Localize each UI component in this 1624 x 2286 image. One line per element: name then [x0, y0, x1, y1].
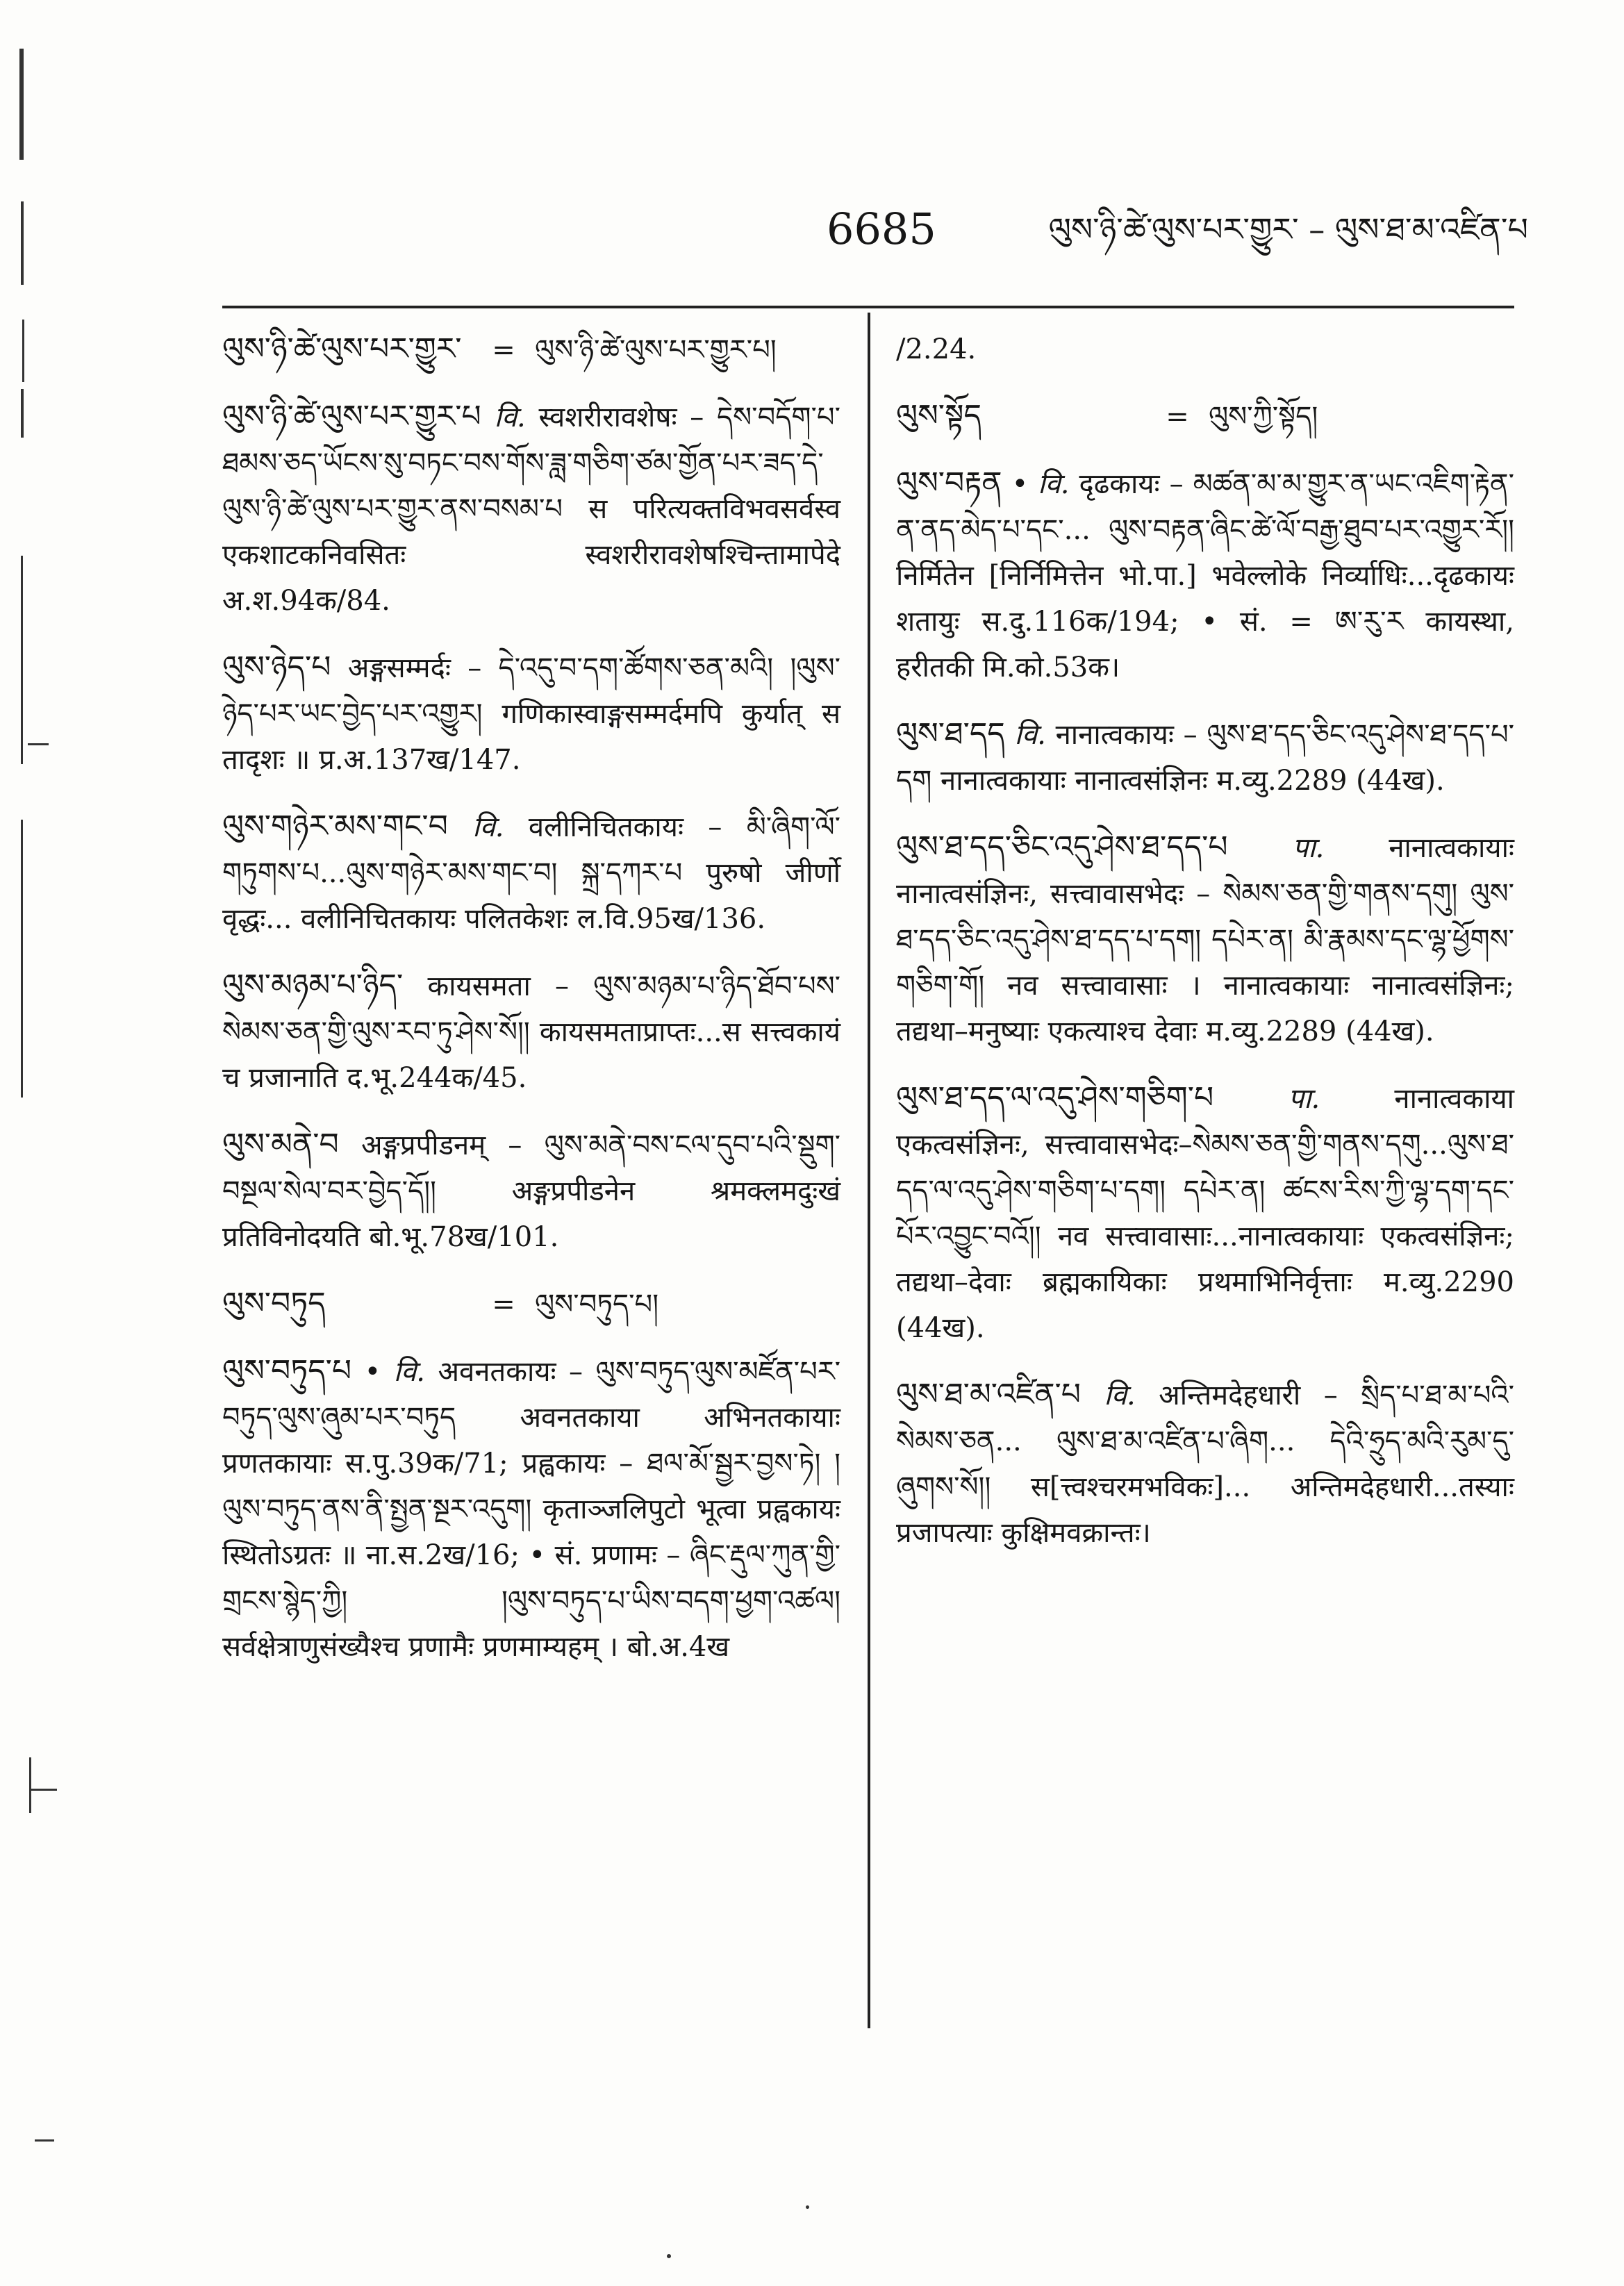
header-rule [222, 306, 1514, 308]
headword: ལུས་མནེ་བ [222, 1127, 339, 1162]
grammar-label: • वि. [364, 1356, 425, 1388]
dictionary-entry [896, 1075, 1514, 1351]
entry-body: नानात्वकायाः नानात्वसंज्ञिनः, सत्त्वावासभेदः – སེམས་ཅན་གྱི་གནས་དགུ། ལུས་ཐ་དད་ཅིང་འདུ་ཤེས་ཐ་དད་པ་དག། དཔེར་ན། མི་རྣམས་དང་ལྷ་ཕྱོགས་གཅིག་གོ། नव सत्त्वावासाः । नानात्वकायाः नानात्वसंज्ञिनः; तद्यथा–मनुष्याः एकत्याश्च देवाः म.व्यु.2289 (44ख). [896, 832, 1515, 1047]
dictionary-entry [222, 1281, 840, 1327]
headword: ལུས་ཉི་ཚེ་ལུས་པར་གྱུར་པ [222, 399, 481, 434]
headword: ལུས་བརྟན [896, 465, 1002, 501]
dictionary-entry [222, 326, 840, 373]
crossref-target: ལུས་བཏུད་པ། [535, 1289, 659, 1320]
right-column [896, 326, 1514, 1577]
headword: ལུས་གཉེར་མས་གང་བ [222, 809, 448, 844]
headword: ལུས་བཏུད་པ [222, 1353, 352, 1389]
grammar-label: वि. [1014, 719, 1046, 751]
entry-body: दृढकायः – མཚན་མ་མ་གྱུར་ན་ཡང་འཇིག་རྟེན་ན་ནད་མེད་པ་དང་... ལུས་བརྟན་ཞིང་ཚེ་ལོ་བརྒྱ་ཐུབ་པར་འགྱུར་རོ།། निर्मितेन [निर्निमित्तेन भो.पा.] भवेल्लोके निर्व्याधिः...दृढकायः शतायुः स.दु.116क/194; • सं. = ཨ་རུ་ར कायस्था, हरीतकी मि.को.53क। [896, 468, 1515, 684]
headword: ལུས་ཉི་ཚེ་ལུས་པར་གྱུར་ [222, 331, 462, 367]
headword: ལུས་ཐ་དད [896, 716, 1005, 752]
grammar-label: वि. [494, 401, 526, 433]
dictionary-entry [896, 711, 1514, 804]
headword: ལུས་བཏུད [222, 1286, 326, 1321]
entry-body: स्वशरीरावशेषः – དེས་བདོག་པ་ཐམས་ཅད་ཡོངས་སུ་བཏང་བས་གོས་ཟླ་གཅིག་ཙམ་གྱོན་པར་ཟད་དེ་ལུས་ཉི་ཚེ་ལུས་པར་གྱུར་ནས་བསམ་པ स परित्यक्तविभवसर्वस्व एकशाटकनिवसितः स्वशरीरावशेषश्चिन्तामापेदे अ.श.94क/84. [222, 401, 840, 617]
entry-body: अङ्गप्रपीडनम् – ལུས་མནེ་བས་ངལ་དུབ་པའི་སྡུག་བསྔལ་སེལ་བར་བྱེད་དོ།། अङ्गप्रपीडनेन श्रमक्लमदुःखं प्रतिविनोदयति बो.भू.78ख/101. [222, 1129, 841, 1253]
grammar-label: वि. [1104, 1380, 1136, 1411]
dictionary-entry [896, 1372, 1514, 1556]
grammar-label: • वि. [1011, 468, 1070, 500]
page-number: 6685 [827, 204, 936, 254]
page-header [827, 201, 1528, 271]
scan-speck [667, 2254, 671, 2258]
equals-sign: = [492, 334, 515, 366]
crossref-target: ལུས་ཀྱི་སྟོད། [1209, 401, 1318, 433]
dictionary-entry [896, 393, 1514, 440]
dictionary-entry [222, 645, 840, 783]
headword: ལུས་ཐ་དད་ཅིང་འདུ་ཤེས་ཐ་དད་པ [896, 829, 1228, 865]
grammar-label: वि. [472, 811, 504, 843]
dictionary-entry [222, 1348, 840, 1670]
dictionary-entry [222, 963, 840, 1101]
equals-sign: = [492, 1289, 515, 1320]
crossref-line [222, 1281, 840, 1327]
entry-body: वलीनिचितकायः – མི་ཞིག་ལོ་གཏུགས་པ...ལུས་གཉེར་མས་གང་བ། སྐྲ་དཀར་པ पुरुषो जीर्णो वृद्धः... वलीनिचितकायः पलितकेशः ल.वि.95ख/136. [222, 811, 840, 935]
grammar-label: पा. [1292, 832, 1325, 864]
continuation-text: /2.24. [896, 333, 977, 365]
entry-body: नानात्वकाया एकत्वसंज्ञिनः, सत्त्वावासभेदः–སེམས་ཅན་གྱི་གནས་དགུ...ལུས་ཐ་དད་ལ་འདུ་ཤེས་གཅིག་པ་དག། དཔེར་ན། ཚངས་རིས་ཀྱི་ལྷ་དག་དང་པོར་འབྱུང་བའོ།། नव सत्त्वावासाः...नानात्वकायाः एकत्वसंज्ञिनः; तद्यथा–देवाः ब्रह्मकायिकाः प्रथमाभिनिर्वृत्ताः म.व्यु.2290 (44ख). [896, 1083, 1515, 1344]
entry-body: नानात्वकायः – ལུས་ཐ་དད་ཅིང་འདུ་ཤེས་ཐ་དད་པ་དག नानात्वकायाः नानात्वसंज्ञिनः म.व्यु.2289 (44ख). [896, 719, 1515, 797]
headword: ལུས་ཉེད་པ [222, 649, 331, 685]
entry-body: कायसमता – ལུས་མཉམ་པ་ཉིད་ཐོབ་པས་སེམས་ཅན་གྱི་ལུས་རབ་ཏུ་ཤེས་སོ།། कायसमताप्राप्तः...स सत्त्वकायं च प्रजानाति द.भू.244क/45. [222, 970, 841, 1094]
column-divider [868, 313, 870, 2028]
crossref-line [222, 326, 840, 373]
headword: ལུས་སྟོད [896, 398, 981, 433]
equals-sign: = [1166, 401, 1189, 433]
dictionary-entry [896, 461, 1514, 690]
running-head: ལུས་ཉི་ཚེ་ལུས་པར་གྱུར་ – ལུས་ཐ་མ་འཛིན་པ [1048, 210, 1528, 248]
scan-edge-marks [0, 0, 63, 2286]
grammar-label: पा. [1288, 1083, 1320, 1115]
entry-body: अवनतकायः – ལུས་བཏུད་ལུས་མཛོན་པར་བཏུད་ལུས་ཞུམ་པར་བཏུད अवनतकाया अभिनतकायाः प्रणतकायाः स.पु.39क/71; प्रह्वकायः – ཐལ་མོ་སྦྱར་བྱས་ཏེ། །ལུས་བཏུད་ནས་ནི་སྤྱན་སྔར་འདུག། कृताञ्जलिपुटो भूत्वा प्रह्वकायः स्थितोऽग्रतः ॥ ना.स.2ख/16; • सं. प्रणामः – ཞིང་རྡུལ་ཀུན་གྱི་གྲངས་སྙེད་ཀྱི། །ལུས་བཏུད་པ་ཡིས་བདག་ཕྱག་འཚལ། सर्वक्षेत्राणुसंख्यैश्च प्रणामैः प्रणमाम्यहम् । बो.अ.4ख [222, 1356, 841, 1663]
scan-speck [806, 2205, 809, 2209]
headword: ལུས་མཉམ་པ་ཉིད་ [222, 968, 404, 1003]
entry-body: अङ्गसम्मर्दः – དེ་འདུ་བ་དག་ཚོགས་ཅན་མའི། །ལུས་ཉེད་པར་ཡང་བྱེད་པར་འགྱུར། गणिकास्वाङ्गसम्मर्दमपि कुर्यात् स तादृशः ॥ प्र.अ.137ख/147. [222, 652, 840, 776]
crossref-line [896, 393, 1514, 440]
dictionary-entry [222, 394, 840, 624]
headword: ལུས་ཐ་མ་འཛིན་པ [896, 1377, 1081, 1412]
dictionary-entry [222, 804, 840, 942]
left-column [222, 326, 840, 1691]
dictionary-entry [896, 825, 1514, 1054]
entry-body: अन्तिमदेहधारी – སྲིད་པ་ཐ་མ་པའི་སེམས་ཅན... ལུས་ཐ་མ་འཛིན་པ་ཞིག... དེའི་ཧྲུད་མའི་རུམ་དུ་ཞུགས་སོ།། स[त्त्वश्चरमभविकः]... अन्तिमदेहधारी...तस्याः प्रजापत्याः कुक्षिमवक्रान्तः। [896, 1380, 1514, 1549]
dictionary-entry [222, 1122, 840, 1260]
crossref-target: ལུས་ཉི་ཚེ་ལུས་པར་གྱུར་པ། [535, 334, 777, 366]
headword: ལུས་ཐ་དད་ལ་འདུ་ཤེས་གཅིག་པ [896, 1080, 1214, 1116]
